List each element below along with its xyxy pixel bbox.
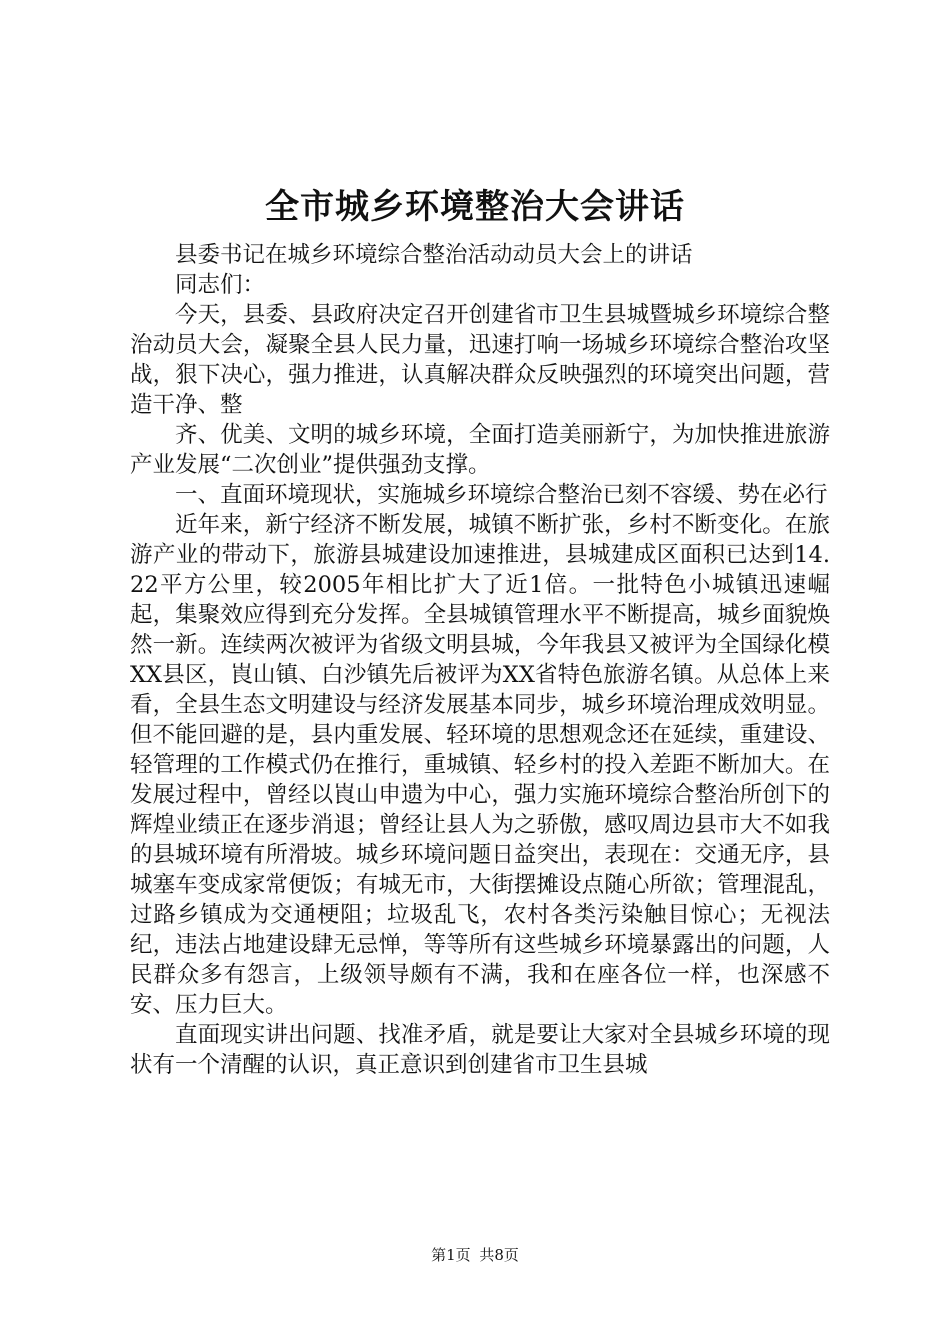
document-title: 全市城乡环境整治大会讲话 [265, 187, 685, 227]
page-footer [0, 1244, 950, 1266]
page-number: 第1页 [431, 1246, 471, 1264]
paragraph-subtitle: 县委书记在城乡环境综合整治活动动员大会上的讲话 [175, 242, 693, 268]
paragraph: 近年来，新宁经济不断发展，城镇不断扩张，乡村不断变化。在旅游产业的带动下，旅游县城建设加速推进，县城建成区面积已达到14.22平方公里，较2005年相比扩大了近1倍。一批特色小城镇迅速崛起，集聚效应得到充分发挥。全县城镇管理水平不断提高，城乡面貌焕然一新。连续两次被评为省级文明县城，今年我县又被评为全国绿化模XX县区，崀山镇、白沙镇先后被评为XX省特色旅游名镇。从总体上来看，全县生态文明建设与经济发展基本同步，城乡环境治理成效明显。但不能回避的是，县内重发展、轻环境的思想观念还在延续，重建设、轻管理的工作模式仍在推行，重城镇、轻乡村的投入差距不断加大。在发展过程中，曾经以崀山申遗为中心，强力实施环境综合整治所创下的辉煌业绩正在逐步消退；曾经让县人为之骄傲，感叹周边县市大不如我的县城环境有所滑坡。城乡环境问题日益突出，表现在：交通无序，县城塞车变成家常便饭；有城无市，大街摆摊设点随心所欲；管理混乱，过路乡镇成为交通梗阻；垃圾乱飞，农村各类污染触目惊心；无视法纪，违法占地建设肆无忌惮，等等所有这些城乡环境暴露出的问题，人民群众多有怨言，上级领导颇有不满，我和在座各位一样，也深感不安、压力巨大。 [130, 512, 830, 1018]
document-body [130, 240, 830, 1080]
paragraph: 齐、优美、文明的城乡环境，全面打造美丽新宁，为加快推进旅游产业发展“二次创业”提供强劲支撑。 [130, 422, 830, 478]
paragraph: 直面现实讲出问题、找准矛盾，就是要让大家对全县城乡环境的现状有一个清醒的认识，真正意识到创建省市卫生县城 [130, 1022, 830, 1078]
paragraph: 今天，县委、县政府决定召开创建省市卫生县城暨城乡环境综合整治动员大会，凝聚全县人民力量，迅速打响一场城乡环境综合整治攻坚战，狠下决心，强力推进，认真解决群众反映强烈的环境突出问题，营造干净、整 [130, 302, 830, 418]
paragraph-salutation: 同志们： [175, 272, 266, 298]
section-heading: 一、直面环境现状，实施城乡环境综合整治已刻不容缓、势在必行 [175, 482, 828, 508]
page-total: 共8页 [479, 1246, 519, 1264]
